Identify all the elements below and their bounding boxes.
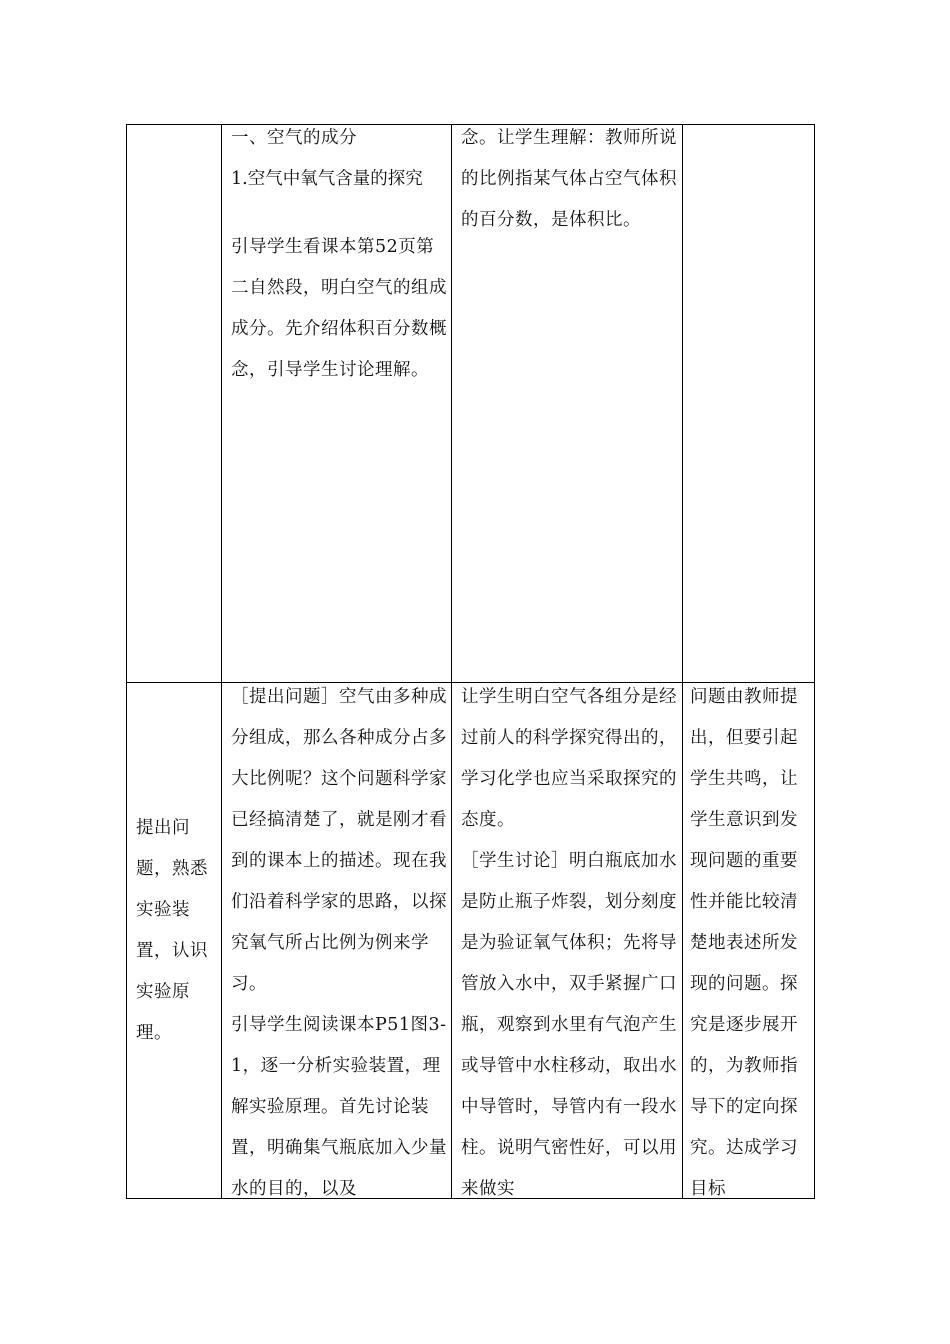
teaching-stage-text: 提出问题，熟悉实验装置，认识实验原理。 xyxy=(136,817,208,1043)
guide-reading-paragraph: 引导学生阅读课本P51图3-1，逐一分析实验装置，理解实验原理。首先讨论装置，明确集气瓶底加入少量水的目的，以及 xyxy=(231,1015,447,1197)
question-paragraph: ［提出问题］空气由多种成分组成，那么各种成分占多大比例呢？这个问题科学家已经搞清楚了，就是刚才看到的课本上的描述。现在我们沿着科学家的思路，以探究氧气所占比例为例来学习。 xyxy=(231,687,447,994)
column-divider-2 xyxy=(451,125,452,1198)
row1-col1-cell xyxy=(127,125,221,682)
column-divider-3 xyxy=(682,125,683,1198)
lesson-table xyxy=(126,124,815,1199)
section-heading: 一、空气的成分 xyxy=(231,128,357,148)
row2-col4-cell xyxy=(690,677,814,1197)
student-understanding-paragraph: 让学生明白空气各组分是经过前人的科学探究得出的，学习化学也应当采取探究的态度。 xyxy=(461,687,677,830)
row2-col2-cell xyxy=(231,677,451,1197)
row1-col3-cell xyxy=(461,118,680,678)
teacher-activity-text: 引导学生看课本第52页第二自然段，明白空气的组成成分。先介绍体积百分数概念，引导学生讨论理解。 xyxy=(231,237,447,380)
student-activity-text: 念。让学生理解：教师所说的比例指某气体占空气体积的百分数，是体积比。 xyxy=(461,128,677,230)
student-discussion-paragraph: ［学生讨论］明白瓶底加水是防止瓶子炸裂，划分刻度是为验证氧气体积；先将导管放入水中，双手紧握广口瓶，观察到水里有气泡产生或导管中水柱移动，取出水中导管时，导管内有一段水柱。说明气密性好，可以用来做实 xyxy=(461,851,677,1197)
subsection-heading: 1.空气中氧气含量的探究 xyxy=(231,169,423,189)
row2-col1-cell xyxy=(136,683,220,1200)
row2-col3-cell xyxy=(461,677,680,1197)
column-divider-1 xyxy=(221,125,222,1198)
row1-col2-cell xyxy=(231,118,451,678)
design-intent-text-2: 问题由教师提出，但要引起学生共鸣，让学生意识到发现问题的重要性并能比较清楚地表述所发现的问题。探究是逐步展开的，为教师指导下的定向探究。达成学习目标 xyxy=(690,687,798,1197)
row1-col4-cell xyxy=(692,118,812,678)
